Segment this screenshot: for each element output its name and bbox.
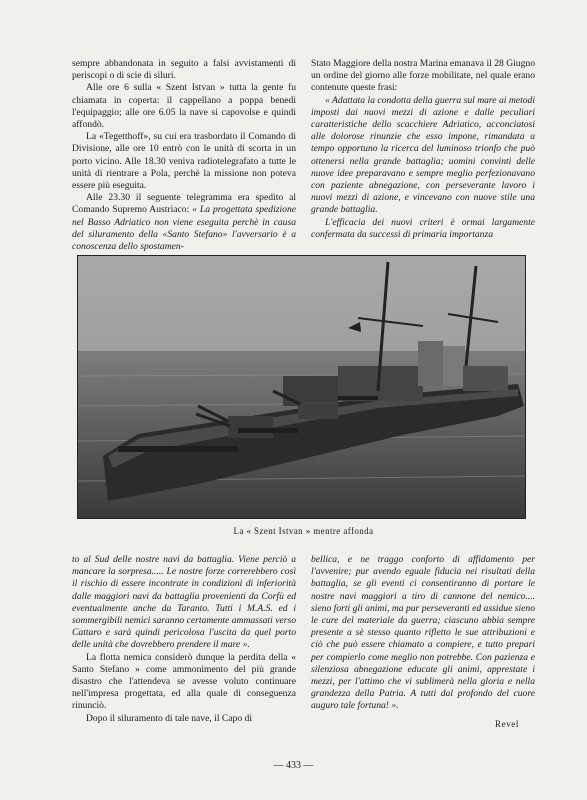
order-quote: « Adattata la condotta della guerra sul mare ai metodi imposti dai nuovi mezzi di azione e dalle peculiari caratteristiche dello scacchiere Adriatico, acconciatosi alle dolorose rinunzie che esso impone, rimandata a tempo opportuno la ricerca del luminoso trionfo che può ottenersi nella grande battaglia; uomini convinti delle nuove idee preparavano e sempre meglio perfezionavano con paziente abnegazione, con perseverante lavoro i nuovi mezzi di azione, e vincevano con nuove stile una grande battaglia. xyxy=(311,94,535,216)
paragraph: La «Tegetthoff», su cui era trasbordato il Comando di Divisione, alle ore 10 entrò con le unità di scorta in un porto vicino. Alle 18.30 veniva radiotelegrafato a tutte le unità di rientrare a Pola, perchè la missione non poteva essere più eseguita. xyxy=(72,131,296,192)
paragraph xyxy=(72,192,296,253)
column-bottom-left xyxy=(72,554,296,725)
page-number: — 433 — xyxy=(273,760,314,771)
paragraph: Dopo il siluramento di tale nave, il Capo di xyxy=(86,712,252,724)
battleship-photo xyxy=(77,255,526,519)
order-quote: bellica, e ne traggo conforto di affidamento per l'avvenire; pur avendo eguale fiducia nei risultati della battaglia, se gli eventi ci consentiranno di portare le nostre navi maggiori a tiro di cannone del nemico.... sieno forti gli animi, ma pur perseveranti ed assidue sieno le cure del materiale da guerra; ciascuno abbia sempre presente a sè stesso quanto rifletto le sue attribuzioni e ciò che può essere chiamato a compiere, e tutto prepari per compierlo come meglio non potrebbe. Con pazienza e silenziosa abnegazione educate gli animi, apprestate i mezzi, per l'attimo che vi sublimerà nella gloria e nella grandezza della Patria. A tutti dal profondo del cuore auguro tale fortuna! ». xyxy=(311,554,535,712)
sinking-battleship-image xyxy=(78,256,525,518)
telegram-quote: to al Sud delle nostre navi da battaglia. Viene perciò a mancare la sorpresa..... Le nostre forze correrebbero così il rischio di essere incontrate in condizioni di inferiorità dalle maggiori navi da battaglia provenienti da Corfù ed eventualmente anche da Taranto. Tutti i M.A.S. ed i sommergibili nemici saranno certamente ammassati verso Cattaro e sarà quindi pericolosa l'uscita da quel porto delle unità che dovrebbero prendere il mare ». xyxy=(72,554,296,651)
paragraph-text: Alle 23.30 il seguente telegramma era spedito al Comando Supremo Austriaco: xyxy=(72,192,296,216)
signature: Revel xyxy=(495,719,519,729)
column-top-left xyxy=(72,58,296,253)
paragraph: Alle ore 6 sulla « Szent Istvan » tutta la gente fu chiamata in coperta: il cappellano a poppa benedì l'equipaggio; alle ore 6.05 la nave si capovolse e quindi affondò. xyxy=(72,82,296,131)
column-top-right xyxy=(311,58,535,241)
paragraph: La flotta nemica considerò dunque la perdita della « Santo Stefano » come ammonimento del più grande disastro che l'attendeva se avesse voluto continuare nell'impresa progettata, ed alla quale di conseguenza rinunciò. xyxy=(72,651,296,712)
column-bottom-right xyxy=(311,554,535,713)
photo-caption: La « Szent Istvan » mentre affonda xyxy=(233,526,374,536)
paragraph: sempre abbandonata in seguito a falsi avvistamenti di periscopi o di scie di siluri. xyxy=(72,58,296,82)
telegram-quote: « La progettata spedizione nel Basso Adriatico non viene eseguita perchè in causa del siluramento della «Santo Stefano» l'avversario è a conoscenza dello spostamen- xyxy=(72,204,297,253)
paragraph: Stato Maggiore della nostra Marina emanava il 28 Giugno un ordine del giorno alle forze mobilitate, nel quale erano contenute queste frasi: xyxy=(311,58,535,94)
order-quote: L'efficacia dei nuovi criteri è ormai largamente confermata da successi di primaria importanza xyxy=(311,216,535,240)
